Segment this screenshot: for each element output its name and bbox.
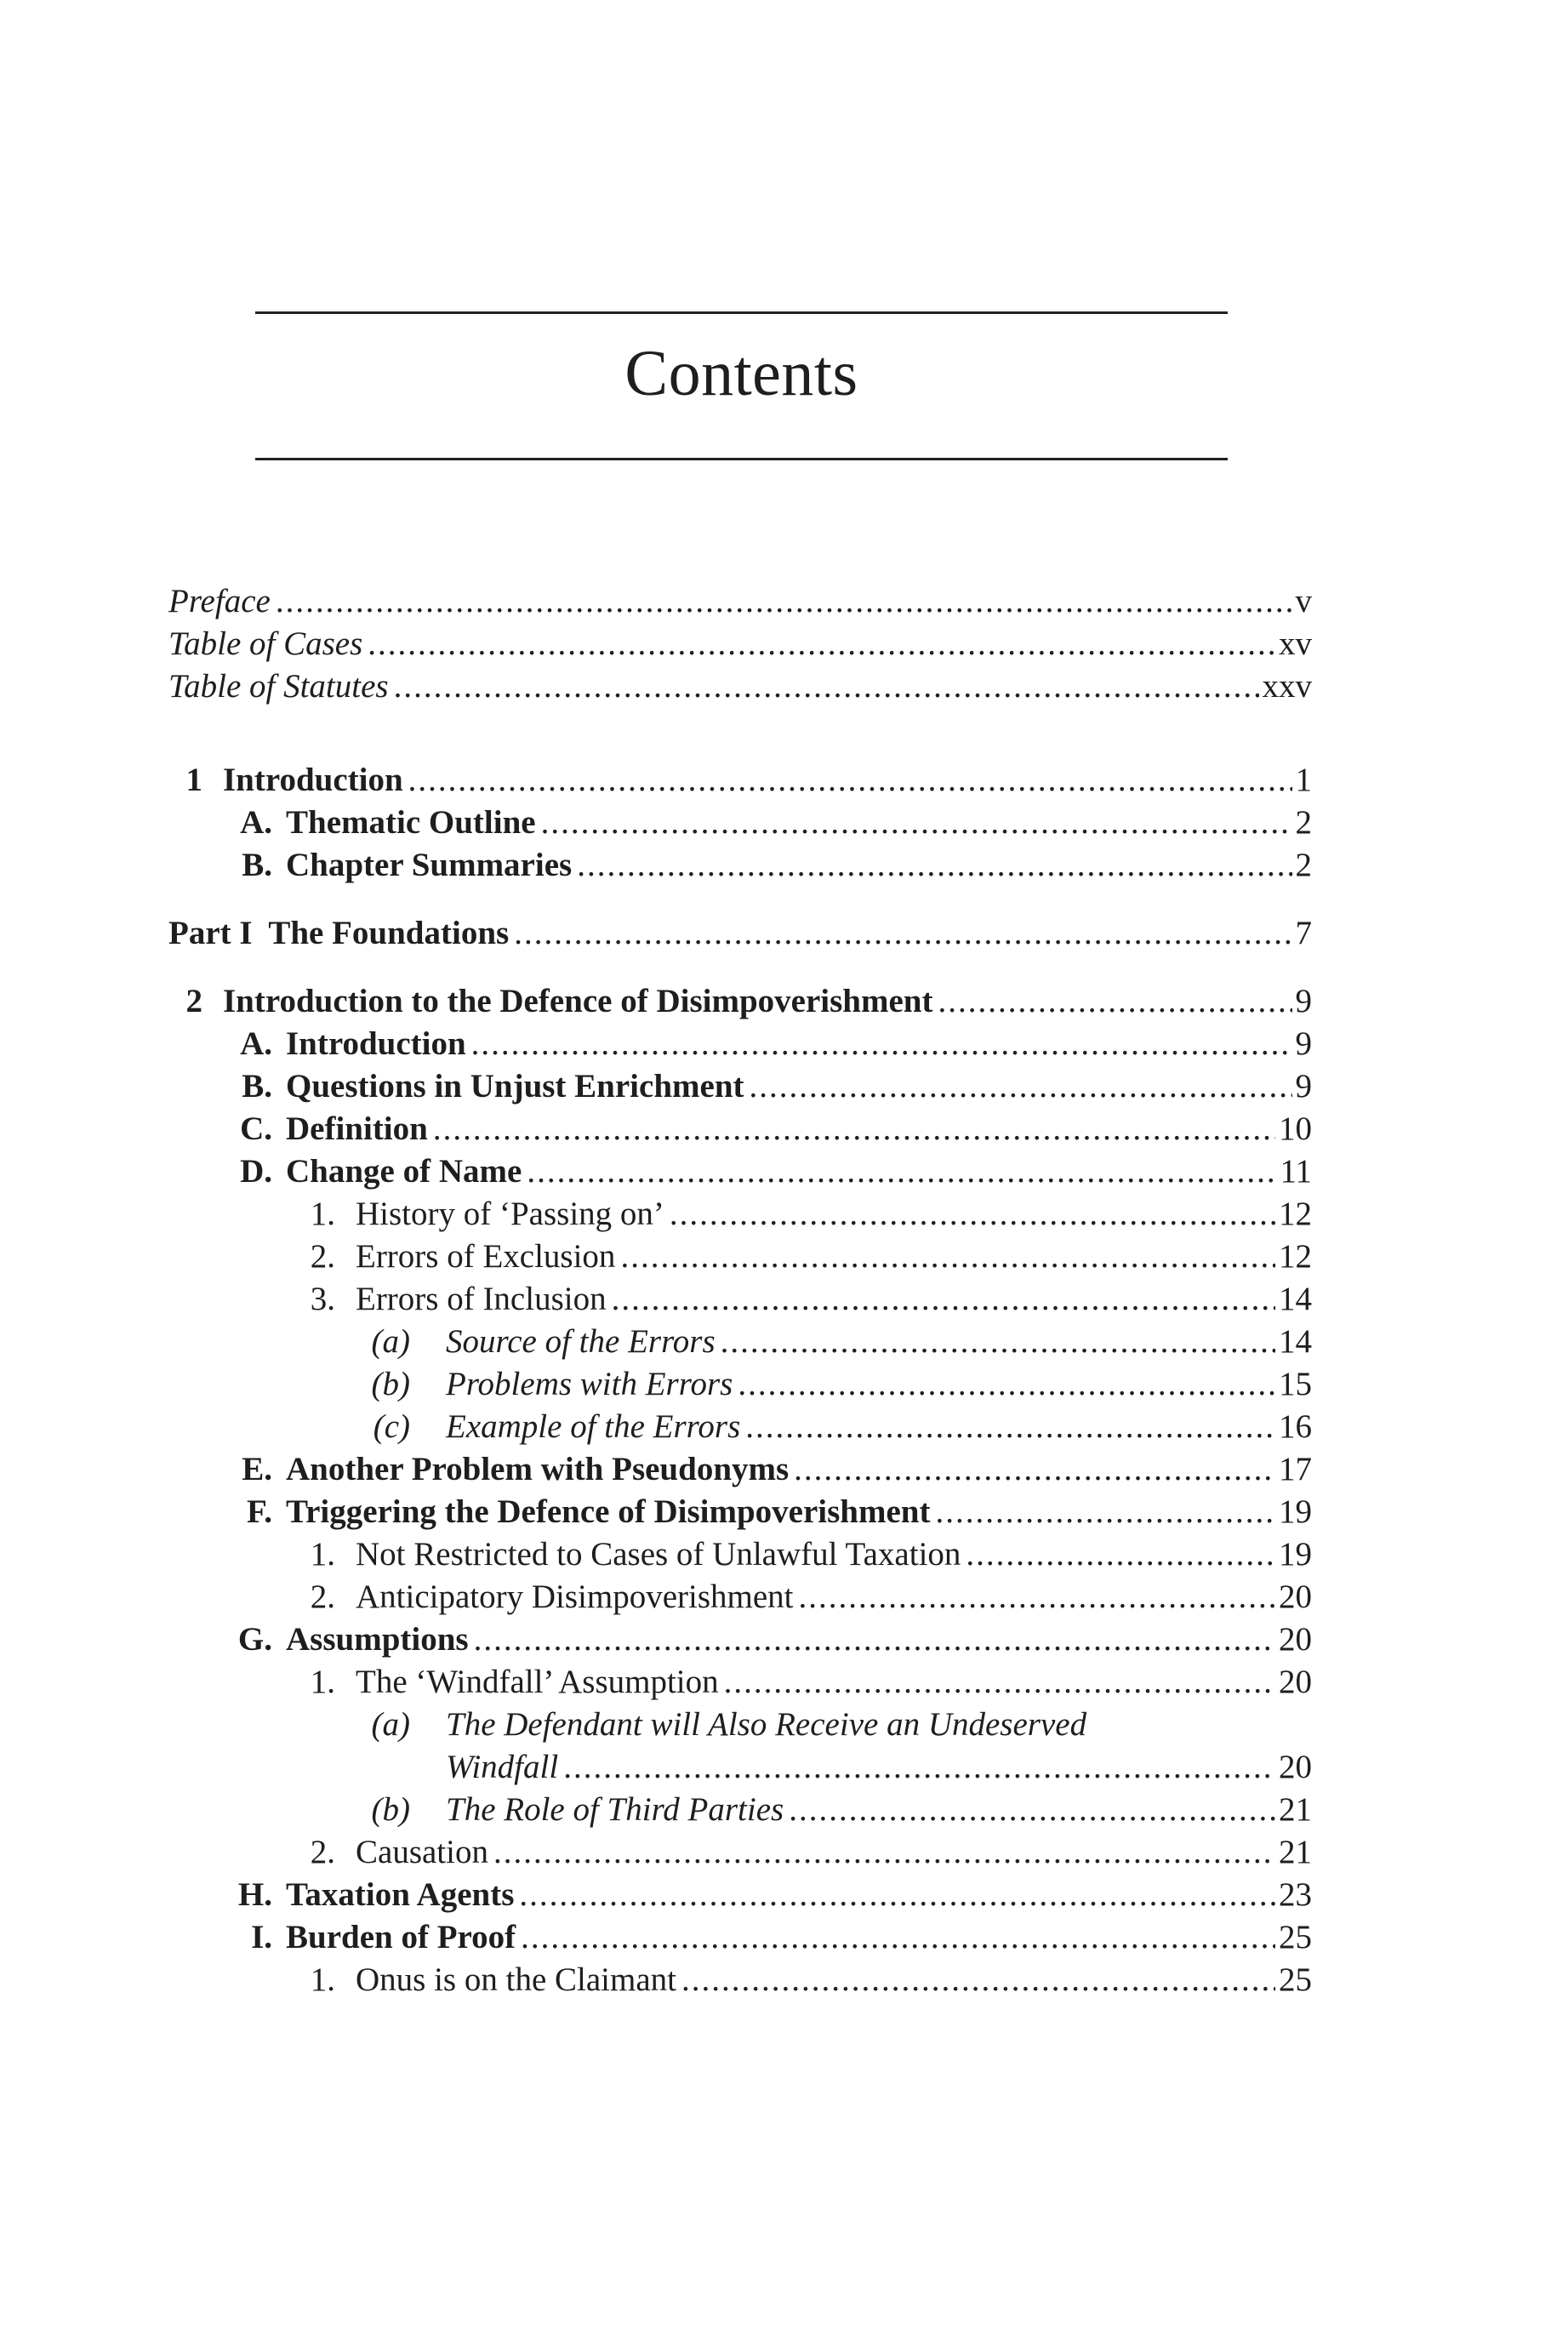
toc-entry-title: Preface xyxy=(168,583,271,619)
dot-leader xyxy=(938,980,1291,1023)
toc-entry-number: (a) xyxy=(371,1323,410,1360)
toc-entry-number: (b) xyxy=(371,1791,410,1828)
toc-entry-page: 23 xyxy=(1279,1876,1312,1913)
dot-leader xyxy=(789,1789,1275,1831)
toc-entry-title: Thematic Outline xyxy=(286,804,536,841)
toc-entry xyxy=(168,580,1312,623)
toc-entry xyxy=(223,1874,1312,1916)
toc-entry-page: 25 xyxy=(1279,1919,1312,1955)
toc-entry-page: 15 xyxy=(1279,1366,1312,1402)
toc-entry-number: 1 xyxy=(185,762,202,798)
toc-entry xyxy=(293,1236,1312,1278)
toc-entry-title: Introduction to the Defence of Disimpoverishment xyxy=(223,983,933,1019)
toc-entry-page: 20 xyxy=(1279,1621,1312,1658)
toc-entry-number: 1. xyxy=(310,1664,335,1700)
toc-entry-number: D. xyxy=(240,1153,272,1190)
toc-entry-title: Introduction xyxy=(223,762,403,798)
toc-entry-title: Not Restricted to Cases of Unlawful Taxation xyxy=(356,1536,961,1573)
toc-entry xyxy=(293,1278,1312,1321)
toc-entry-number: E. xyxy=(242,1451,272,1487)
toc-entry-page: 25 xyxy=(1279,1961,1312,1998)
dot-leader xyxy=(368,623,1275,665)
toc-entry-number: 3. xyxy=(310,1281,335,1317)
toc-entry-title: Errors of Exclusion xyxy=(356,1238,616,1275)
dot-leader xyxy=(966,1533,1275,1576)
toc-entry-number: C. xyxy=(240,1110,272,1147)
toc-entry xyxy=(293,1661,1312,1704)
toc-entry xyxy=(223,1150,1312,1193)
dot-leader xyxy=(612,1278,1275,1321)
page-title: Contents xyxy=(624,338,858,409)
dot-leader xyxy=(527,1150,1276,1193)
toc-entry xyxy=(168,759,1312,802)
toc-entry-number: (b) xyxy=(371,1366,410,1402)
toc-entry-page: 14 xyxy=(1279,1323,1312,1360)
toc-entry-title: The ‘Windfall’ Assumption xyxy=(356,1664,719,1700)
dot-leader xyxy=(745,1406,1275,1448)
toc-entry-title: The Defendant will Also Receive an Undeserved xyxy=(446,1706,1087,1743)
top-rule xyxy=(255,311,1228,314)
toc-entry-number: 2 xyxy=(185,983,202,1019)
toc-entry-title: Windfall xyxy=(446,1749,559,1785)
toc-entry-page: v xyxy=(1295,583,1312,619)
toc-entry-page: 9 xyxy=(1295,1068,1312,1105)
dot-leader xyxy=(670,1193,1275,1236)
toc-entry-title: Table of Statutes xyxy=(168,668,389,705)
dot-leader xyxy=(721,1321,1275,1363)
toc-entry xyxy=(366,1321,1312,1363)
dot-leader xyxy=(563,1746,1275,1789)
toc-entry xyxy=(366,1363,1312,1406)
dot-leader xyxy=(276,580,1292,623)
toc-entry xyxy=(293,1959,1312,2001)
toc-entry-number: 1. xyxy=(310,1536,335,1573)
toc-entry xyxy=(293,1576,1312,1618)
toc-entry-title: Definition xyxy=(286,1110,428,1147)
toc-entry-title: Assumptions xyxy=(286,1621,469,1658)
toc-entry-title: Problems with Errors xyxy=(446,1366,733,1402)
toc-entry-title: Introduction xyxy=(286,1025,466,1062)
toc-entry xyxy=(168,980,1312,1023)
toc-entry-page: 20 xyxy=(1279,1749,1312,1785)
toc-entry-title: Anticipatory Disimpoverishment xyxy=(356,1578,794,1615)
toc-entry-number: F. xyxy=(247,1493,272,1530)
toc-entry-page: 2 xyxy=(1295,847,1312,883)
toc-entry-number: 1. xyxy=(310,1196,335,1232)
toc-entry-number: H. xyxy=(237,1876,272,1913)
toc-entry-number: B. xyxy=(242,1068,272,1105)
toc-entry-number: A. xyxy=(240,1025,272,1062)
toc-entry-number: 2. xyxy=(310,1578,335,1615)
dot-leader xyxy=(794,1448,1275,1491)
toc-entry xyxy=(223,1065,1312,1108)
toc-entry xyxy=(366,1704,1312,1746)
toc-entry-page: 20 xyxy=(1279,1578,1312,1615)
toc-entry-page: xxv xyxy=(1262,668,1312,705)
dot-leader xyxy=(471,1023,1292,1065)
dot-leader xyxy=(724,1661,1275,1704)
dot-leader xyxy=(408,759,1292,802)
toc-entry-number: I. xyxy=(251,1919,272,1955)
toc-entry-number: 2. xyxy=(310,1238,335,1275)
toc-entry-page: 19 xyxy=(1279,1536,1312,1573)
toc-entry-page: 16 xyxy=(1279,1408,1312,1445)
toc-entry xyxy=(168,912,1312,955)
toc-entry-title: Another Problem with Pseudonyms xyxy=(286,1451,790,1487)
toc-entry-title: Causation xyxy=(356,1834,488,1870)
toc-entry-number: B. xyxy=(242,847,272,883)
toc-entry-number: (a) xyxy=(371,1706,410,1743)
toc-entry-page: 21 xyxy=(1279,1834,1312,1870)
toc-entry xyxy=(223,1491,1312,1533)
toc-entry-page: 12 xyxy=(1279,1238,1312,1275)
toc-entry-page: 10 xyxy=(1279,1110,1312,1147)
toc-entry-number: (c) xyxy=(373,1408,410,1445)
toc-entry-page: 21 xyxy=(1279,1791,1312,1828)
dot-leader xyxy=(750,1065,1292,1108)
toc-entry xyxy=(223,1448,1312,1491)
toc-entry-title: Taxation Agents xyxy=(286,1876,515,1913)
dot-leader xyxy=(541,802,1292,844)
dot-leader xyxy=(681,1959,1275,2001)
toc-entry-title: Table of Cases xyxy=(168,625,363,662)
toc-entry-page: 17 xyxy=(1279,1451,1312,1487)
toc-entry-title: Questions in Unjust Enrichment xyxy=(286,1068,744,1105)
toc-entry xyxy=(223,1916,1312,1959)
dot-leader xyxy=(521,1916,1275,1959)
toc-entry xyxy=(223,844,1312,887)
toc-entry-page: 9 xyxy=(1295,1025,1312,1062)
dot-leader xyxy=(474,1618,1275,1661)
toc-entry xyxy=(366,1746,1312,1789)
toc-entry-number: 1. xyxy=(310,1961,335,1998)
toc-entry xyxy=(366,1406,1312,1448)
dot-leader xyxy=(738,1363,1275,1406)
toc-entry-number: A. xyxy=(240,804,272,841)
dot-leader xyxy=(394,665,1259,708)
toc-entry-title: Chapter Summaries xyxy=(286,847,573,883)
toc-entry-title: Triggering the Defence of Disimpoverishment xyxy=(286,1493,931,1530)
toc-entry xyxy=(223,802,1312,844)
toc-entry xyxy=(223,1023,1312,1065)
dot-leader xyxy=(433,1108,1275,1150)
toc-entry-title: Change of Name xyxy=(286,1153,522,1190)
toc-entry xyxy=(223,1618,1312,1661)
toc-entry xyxy=(293,1533,1312,1576)
toc-entry-page: 19 xyxy=(1279,1493,1312,1530)
toc-entry-page: 7 xyxy=(1295,915,1312,951)
dot-leader xyxy=(935,1491,1275,1533)
toc-entry-title: Source of the Errors xyxy=(446,1323,716,1360)
toc-entry-page: 14 xyxy=(1279,1281,1312,1317)
toc-entry xyxy=(223,1108,1312,1150)
toc-entry-title: Part I The Foundations xyxy=(168,915,510,951)
bottom-rule xyxy=(255,458,1228,460)
toc-entry xyxy=(168,665,1312,708)
toc-entry xyxy=(366,1789,1312,1831)
toc-entry-page: 11 xyxy=(1280,1153,1312,1190)
toc-entry-number: G. xyxy=(237,1621,272,1658)
toc-entry-number: 2. xyxy=(310,1834,335,1870)
toc-entry-page: xv xyxy=(1279,625,1312,662)
dot-leader xyxy=(799,1576,1275,1618)
toc-entry-page: 2 xyxy=(1295,804,1312,841)
toc-entry-page: 20 xyxy=(1279,1664,1312,1700)
toc-entry xyxy=(168,623,1312,665)
dot-leader xyxy=(493,1831,1275,1874)
toc-entry xyxy=(293,1193,1312,1236)
toc-entry-page: 12 xyxy=(1279,1196,1312,1232)
toc-entry-title: Burden of Proof xyxy=(286,1919,516,1955)
dot-leader xyxy=(514,912,1291,955)
toc-entry-page: 1 xyxy=(1295,762,1312,798)
toc-entry-title: The Role of Third Parties xyxy=(446,1791,784,1828)
toc-entry-title: Errors of Inclusion xyxy=(356,1281,607,1317)
toc-entry-title: History of ‘Passing on’ xyxy=(356,1196,664,1232)
dot-leader xyxy=(519,1874,1275,1916)
toc-entry xyxy=(293,1831,1312,1874)
dot-leader xyxy=(577,844,1291,887)
toc-entry-title: Example of the Errors xyxy=(446,1408,741,1445)
toc-entry-page: 9 xyxy=(1295,983,1312,1019)
dot-leader xyxy=(620,1236,1275,1278)
toc-entry-title: Onus is on the Claimant xyxy=(356,1961,676,1998)
